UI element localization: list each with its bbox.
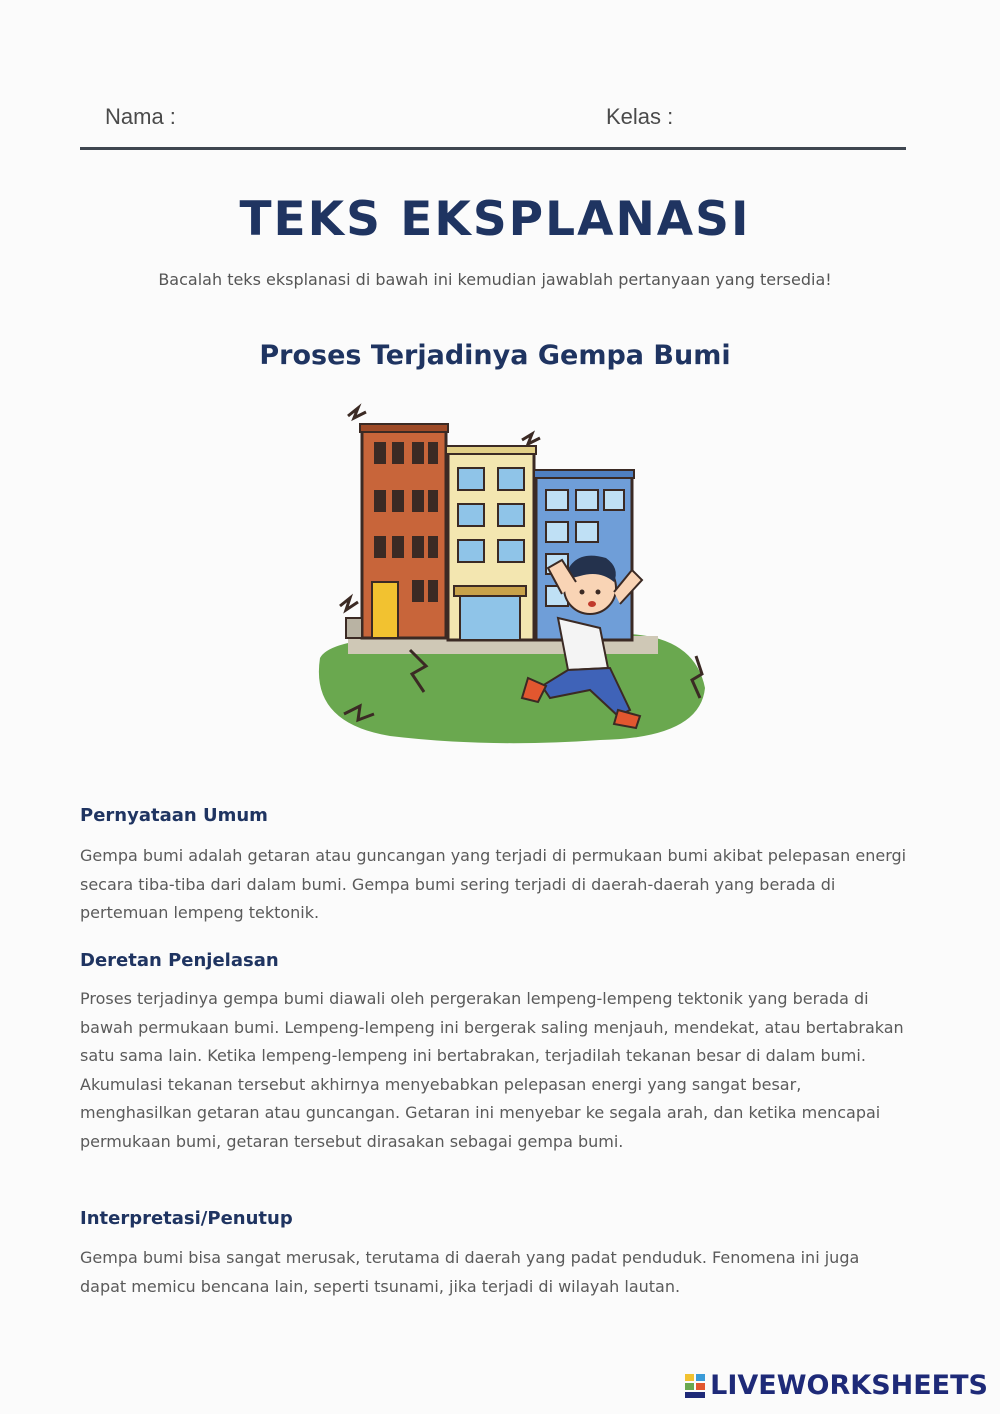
instruction-text: Bacalah teks eksplanasi di bawah ini kemudian jawablah pertanyaan yang tersedia!: [158, 270, 832, 289]
section-heading-interpretation: Interpretasi/Penutup: [80, 1208, 293, 1229]
section-body-general-statement: Gempa bumi adalah getaran atau guncangan yang terjadi di permukaan bumi akibat pelepasan energi secara tiba-tiba dari dalam bumi. Gempa bumi sering terjadi di daerah-daerah yang berada di pertemuan lempeng tektonik.: [80, 846, 907, 922]
class-label: Kelas :: [606, 104, 674, 129]
earthquake-illustration: [300, 398, 720, 748]
building-right: [534, 470, 634, 640]
header-divider: [80, 147, 906, 150]
liveworksheets-logo[interactable]: [684, 1370, 988, 1401]
name-label: Nama :: [105, 104, 176, 129]
section-body-explanation: Proses terjadinya gempa bumi diawali oleh pergerakan lempeng-lempeng tektonik yang berada di bawah permukaan bumi. Lempeng-lempeng ini bergerak saling menjauh, mendekat, atau bertabrakan satu sama lain. Ketika lempeng-lempeng ini bertabrakan, terjadilah tekanan besar di dalam bumi. Akumulasi tekanan tersebut akhirnya menyebabkan pelepasan energi yang sangat besar, menghasilkan getaran atau guncangan. Getaran ini menyebar ke segala arah, dan ketika mencapai permukaan bumi, getaran tersebut dirasakan sebagai gempa bumi.: [80, 989, 904, 1151]
section-heading-explanation: Deretan Penjelasan: [80, 950, 279, 971]
building-middle: [446, 446, 536, 640]
building-left: [346, 424, 448, 638]
liveworksheets-logo-icon: [684, 1373, 706, 1399]
article-title: Proses Terjadinya Gempa Bumi: [259, 340, 731, 371]
page-title: TEKS EKSPLANASI: [239, 192, 751, 247]
section-heading-general-statement: Pernyataan Umum: [80, 805, 268, 826]
section-body-interpretation: Gempa bumi bisa sangat merusak, terutama di daerah yang padat penduduk. Fenomena ini juga dapat memicu bencana lain, seperti tsunami, jika terjadi di wilayah lautan.: [80, 1248, 860, 1296]
liveworksheets-wordmark: LIVEWORKSHEETS: [710, 1370, 988, 1401]
header-row: [80, 98, 906, 138]
